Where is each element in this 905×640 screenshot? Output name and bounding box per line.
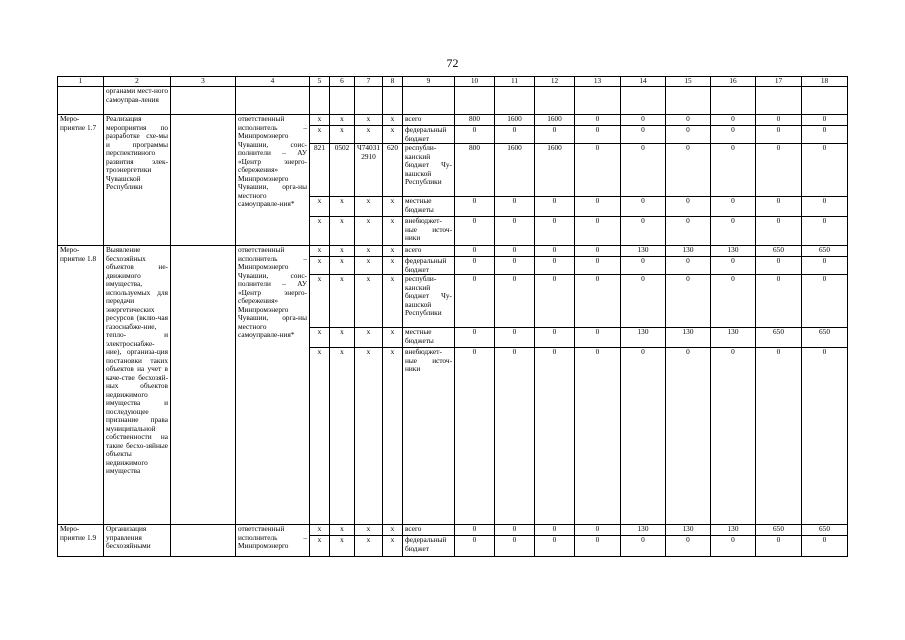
empty-cell [171,246,236,525]
amount-cell: 0 [575,246,621,257]
amount-cell: 1600 [495,115,535,126]
budget-code-c7: x [355,536,383,557]
amount-cell: 0 [802,115,848,126]
amount-cell: 130 [711,525,756,536]
budget-code-c7: x [355,217,383,246]
amount-cell: 0 [495,217,535,246]
amount-cell: 650 [802,328,848,348]
column-number: 12 [535,77,575,87]
amount-cell: 0 [666,217,711,246]
budget-code-c8: x [383,525,403,536]
empty-cell [575,87,621,115]
amount-cell: 0 [495,275,535,328]
amount-cell: 0 [535,536,575,557]
amount-cell: 0 [575,217,621,246]
amount-cell: 0 [802,257,848,275]
budget-code-c7: x [355,348,383,525]
column-number: 16 [711,77,756,87]
funding-source: федеральный бюджет [403,257,455,275]
budget-code-c6: x [330,257,355,275]
amount-cell: 0 [666,348,711,525]
empty-cell [355,87,383,115]
amount-cell: 0 [756,126,802,144]
amount-cell: 1600 [535,144,575,197]
amount-cell: 0 [666,115,711,126]
budget-code-c6: x [330,246,355,257]
amount-cell: 0 [535,197,575,217]
budget-code-c6: x [330,525,355,536]
funding-source: федеральный бюджет [403,536,455,557]
empty-cell [383,87,403,115]
budget-code-c6: 0502 [330,144,355,197]
amount-cell: 0 [802,197,848,217]
budget-code-c7: x [355,275,383,328]
amount-cell: 0 [535,257,575,275]
budget-code-c6: x [330,115,355,126]
amount-cell: 130 [711,328,756,348]
budget-table [57,76,848,557]
amount-cell: 650 [756,246,802,257]
budget-code-c6: x [330,217,355,246]
funding-source: всего [403,525,455,536]
measure-id: Меро-приятие 1.7 [58,115,104,246]
amount-cell: 0 [756,275,802,328]
empty-cell [802,87,848,115]
amount-cell: 0 [711,115,756,126]
column-number: 8 [383,77,403,87]
amount-cell: 0 [575,275,621,328]
amount-cell: 0 [802,348,848,525]
amount-cell: 0 [711,348,756,525]
amount-cell: 0 [455,217,495,246]
amount-cell: 0 [621,144,666,197]
amount-cell: 0 [495,197,535,217]
budget-code-c5: x [310,328,330,348]
amount-cell: 0 [575,257,621,275]
amount-cell: 0 [575,348,621,525]
budget-code-c5: x [310,197,330,217]
budget-code-c6: x [330,536,355,557]
empty-cell [171,87,236,115]
empty-cell [495,87,535,115]
amount-cell: 0 [802,217,848,246]
amount-cell: 130 [621,246,666,257]
measure-id: Меро-приятие 1.9 [58,525,104,557]
amount-cell: 0 [575,536,621,557]
empty-cell [58,87,104,115]
column-number: 14 [621,77,666,87]
measure-name: Реализация мероприятия по разработке схе-мы и программы перспективного развития элек-троэнергетики Чувашской Республики [104,115,171,246]
amount-cell: 800 [455,115,495,126]
budget-code-c5: x [310,246,330,257]
amount-cell: 0 [756,348,802,525]
amount-cell: 0 [495,126,535,144]
amount-cell: 130 [666,246,711,257]
amount-cell: 0 [711,126,756,144]
table-row [58,115,848,126]
amount-cell: 0 [455,525,495,536]
budget-code-c8: x [383,328,403,348]
measure-name: Организация управления бесхозяйными [104,525,171,557]
amount-cell: 0 [575,144,621,197]
empty-cell [236,87,310,115]
column-number: 7 [355,77,383,87]
funding-source: местные бюджеты [403,328,455,348]
amount-cell: 0 [455,275,495,328]
amount-cell: 0 [455,536,495,557]
amount-cell: 0 [802,126,848,144]
empty-cell [756,87,802,115]
measure-executor: ответственный исполнитель – Минпромэнерго Чувашии, соис-полнители – АУ «Центр энерго-сбережения» Минпромэнерго Чувашии, орга-ны местного самоуправле-ния* [236,246,310,525]
amount-cell: 0 [756,536,802,557]
amount-cell: 0 [621,126,666,144]
budget-code-c8: x [383,246,403,257]
amount-cell: 0 [575,328,621,348]
amount-cell: 0 [575,525,621,536]
continuation-text: органами мест-ного самоуправ-ления [104,87,171,115]
budget-code-c5: x [310,348,330,525]
amount-cell: 0 [535,328,575,348]
budget-code-c8: x [383,536,403,557]
column-number: 11 [495,77,535,87]
amount-cell: 130 [666,328,711,348]
budget-code-c5: x [310,217,330,246]
amount-cell: 0 [495,328,535,348]
amount-cell: 0 [575,126,621,144]
empty-cell [711,87,756,115]
budget-code-c8: x [383,217,403,246]
funding-source: внебюджет-ные источ-ники [403,217,455,246]
column-number: 17 [756,77,802,87]
column-number: 2 [104,77,171,87]
amount-cell: 650 [756,525,802,536]
amount-cell: 0 [495,348,535,525]
funding-source: местные бюджеты [403,197,455,217]
budget-code-c8: x [383,257,403,275]
funding-source: республи-канский бюджет Чу-вашской Республики [403,144,455,197]
empty-cell [535,87,575,115]
empty-cell [621,87,666,115]
empty-cell [310,87,330,115]
budget-code-c5: 821 [310,144,330,197]
budget-code-c5: x [310,126,330,144]
budget-code-c6: x [330,275,355,328]
budget-code-c7: x [355,197,383,217]
budget-code-c6: x [330,328,355,348]
amount-cell: 0 [621,217,666,246]
amount-cell: 0 [495,525,535,536]
amount-cell: 130 [621,328,666,348]
amount-cell: 0 [802,536,848,557]
amount-cell: 0 [621,197,666,217]
amount-cell: 0 [495,246,535,257]
budget-code-c6: x [330,197,355,217]
amount-cell: 0 [455,348,495,525]
empty-cell [403,87,455,115]
funding-source: федеральный бюджет [403,126,455,144]
budget-code-c8: x [383,126,403,144]
amount-cell: 0 [711,197,756,217]
amount-cell: 0 [756,115,802,126]
budget-code-c5: x [310,257,330,275]
amount-cell: 0 [802,275,848,328]
column-number: 9 [403,77,455,87]
funding-source: всего [403,115,455,126]
column-number: 4 [236,77,310,87]
budget-code-c7: Ч74031 2910 [355,144,383,197]
amount-cell: 0 [711,144,756,197]
budget-code-c7: x [355,257,383,275]
empty-cell [455,87,495,115]
budget-code-c7: x [355,115,383,126]
page-number: 72 [446,56,459,70]
amount-cell: 0 [455,246,495,257]
budget-code-c5: x [310,275,330,328]
amount-cell: 0 [711,257,756,275]
column-number: 13 [575,77,621,87]
amount-cell: 1600 [495,144,535,197]
amount-cell: 0 [802,144,848,197]
budget-code-c8: x [383,197,403,217]
amount-cell: 0 [621,536,666,557]
empty-cell [666,87,711,115]
amount-cell: 0 [711,217,756,246]
amount-cell: 130 [621,525,666,536]
amount-cell: 0 [535,525,575,536]
budget-code-c8: x [383,275,403,328]
table-row [58,525,848,536]
amount-cell: 1600 [535,115,575,126]
amount-cell: 0 [666,257,711,275]
amount-cell: 0 [756,257,802,275]
amount-cell: 130 [666,525,711,536]
amount-cell: 0 [495,257,535,275]
continuation-row [58,87,848,115]
amount-cell: 0 [666,536,711,557]
amount-cell: 0 [535,275,575,328]
funding-source: внебюджет-ные источ-ники [403,348,455,525]
amount-cell: 0 [756,217,802,246]
budget-code-c5: x [310,115,330,126]
budget-code-c7: x [355,126,383,144]
column-number: 15 [666,77,711,87]
amount-cell: 0 [666,197,711,217]
table-row [58,246,848,257]
amount-cell: 0 [535,217,575,246]
amount-cell: 0 [756,197,802,217]
amount-cell: 0 [711,536,756,557]
amount-cell: 0 [455,197,495,217]
column-number-row [58,77,848,87]
amount-cell: 0 [711,275,756,328]
amount-cell: 0 [455,257,495,275]
amount-cell: 0 [621,275,666,328]
funding-source: всего [403,246,455,257]
column-number: 6 [330,77,355,87]
measure-id: Меро-приятие 1.8 [58,246,104,525]
amount-cell: 130 [711,246,756,257]
amount-cell: 0 [455,328,495,348]
amount-cell: 0 [535,348,575,525]
amount-cell: 0 [575,115,621,126]
column-number: 10 [455,77,495,87]
budget-code-c7: x [355,328,383,348]
budget-code-c6: x [330,348,355,525]
amount-cell: 650 [802,246,848,257]
measure-executor: ответственный исполнитель – Минпромэнерго [236,525,310,557]
amount-cell: 650 [756,328,802,348]
funding-source: республи-канский бюджет Чу-вашской Республики [403,275,455,328]
column-number: 3 [171,77,236,87]
column-number: 5 [310,77,330,87]
amount-cell: 0 [535,246,575,257]
amount-cell: 0 [621,115,666,126]
column-number: 1 [58,77,104,87]
amount-cell: 800 [455,144,495,197]
budget-code-c6: x [330,126,355,144]
amount-cell: 0 [621,348,666,525]
empty-cell [171,115,236,246]
empty-cell [330,87,355,115]
budget-code-c5: x [310,525,330,536]
amount-cell: 0 [621,257,666,275]
amount-cell: 0 [666,275,711,328]
amount-cell: 0 [455,126,495,144]
amount-cell: 0 [535,126,575,144]
empty-cell [171,525,236,557]
column-number: 18 [802,77,848,87]
amount-cell: 0 [666,126,711,144]
amount-cell: 0 [495,536,535,557]
budget-code-c8: 620 [383,144,403,197]
measure-executor: ответственный исполнитель – Минпромэнерго Чувашии, соис-полнители – АУ «Центр энерго-сбережения» Минпромэнерго Чувашии, орга-ны местного самоуправле-ния* [236,115,310,246]
budget-code-c8: x [383,115,403,126]
amount-cell: 650 [802,525,848,536]
budget-code-c5: x [310,536,330,557]
amount-cell: 0 [666,144,711,197]
budget-code-c8: x [383,348,403,525]
amount-cell: 0 [575,197,621,217]
budget-code-c7: x [355,525,383,536]
budget-code-c7: x [355,246,383,257]
measure-name: Выявление бесхозяйных объектов не-движимого имущества, используемых для передачи энергетических ресурсов (вклю-чая газоснабже-ние, тепло- и электроснабже-ние), организа-ция постановки таких объектов на учет в каче-стве бесхозяй-ных объектов недвижимого имущества и последующее признание права муниципальной собственности на такие бесхо-зяйные объекты недвижимого имущества [104,246,171,525]
amount-cell: 0 [756,144,802,197]
